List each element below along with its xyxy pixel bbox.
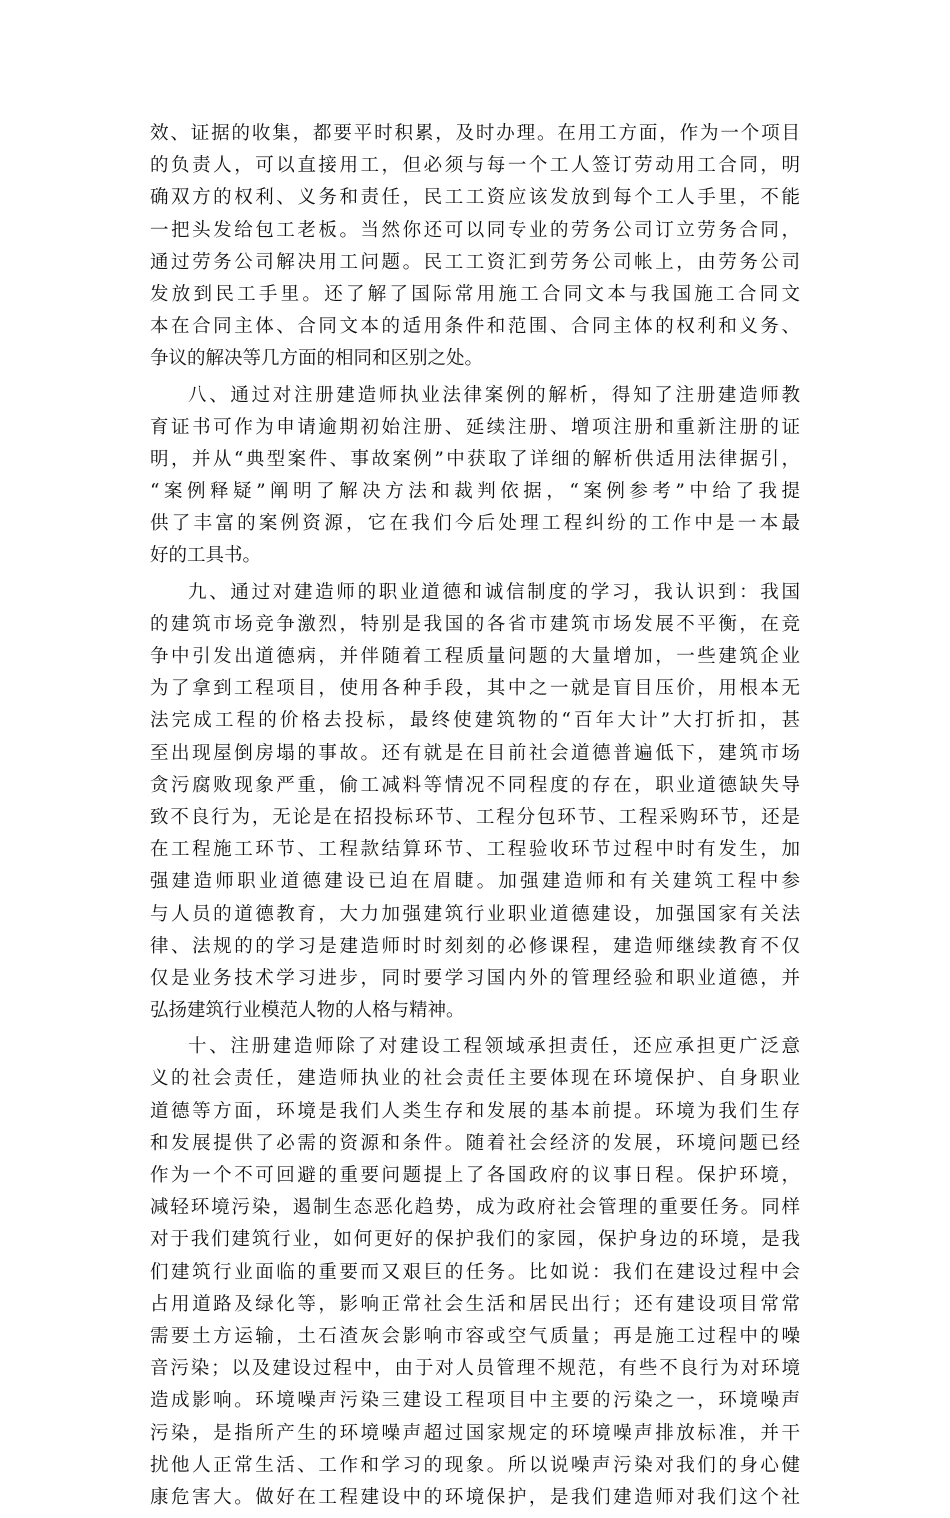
text-line: 需要土方运输，土石渣灰会影响市容或空气质量；再是施工过程中的噪 (150, 1325, 800, 1347)
text-line: 法完成工程的价格去投标，最终使建筑物的“百年大计”大打折扣，甚 (150, 710, 800, 732)
text-line: 对于我们建筑行业，如何更好的保护我们的家园，保护身边的环境，是我 (150, 1229, 800, 1251)
document-page (150, 118, 800, 1518)
text-line: 在工程施工环节、工程款结算环节、工程验收环节过程中时有发生，加 (150, 839, 800, 861)
text-line: 九、通过对建造师的职业道德和诚信制度的学习，我认识到：我国 (188, 581, 800, 603)
paragraph (150, 380, 800, 573)
text-line: 仅是业务技术学习进步，同时要学习国内外的管理经验和职业道德，并 (150, 967, 800, 989)
text-line: 至出现屋倒房塌的事故。还有就是在目前社会道德普遍低下，建筑市场 (150, 742, 800, 764)
paragraph (150, 1031, 800, 1514)
text-line: 和发展提供了必需的资源和条件。随着社会经济的发展，环境问题已经 (150, 1132, 800, 1154)
text-line: 为了拿到工程项目，使用各种手段，其中之一就是盲目压价，用根本无 (150, 678, 800, 700)
text-line: 强建造师职业道德建设已迫在眉睫。加强建造师和有关建筑工程中参 (150, 871, 800, 893)
text-line: 明，并从“典型案件、事故案例”中获取了详细的解析供适用法律据引， (150, 448, 800, 470)
text-line: 通过劳务公司解决用工问题。民工工资汇到劳务公司帐上，由劳务公司 (150, 251, 800, 273)
text-line: 减轻环境污染，遏制生态恶化趋势，成为政府社会管理的重要任务。同样 (150, 1197, 800, 1219)
text-line: 效、证据的收集，都要平时积累，及时办理。在用工方面，作为一个项目 (150, 123, 800, 144)
text-line: 律、法规的的学习是建造师时时刻刻的必修课程，建造师继续教育不仅 (150, 935, 800, 957)
text-line: 十、注册建造师除了对建设工程领域承担责任，还应承担更广泛意 (188, 1036, 800, 1058)
text-line: 们建筑行业面临的重要而又艰巨的任务。比如说：我们在建设过程中会 (150, 1261, 800, 1283)
text-line: 污染，是指所产生的环境噪声超过国家规定的环境噪声排放标准，并干 (150, 1422, 800, 1444)
text-line: 占用道路及绿化等，影响正常社会生活和居民出行；还有建设项目常常 (150, 1293, 800, 1315)
text-line: 义的社会责任，建造师执业的社会责任主要体现在环境保护、自身职业 (150, 1068, 800, 1090)
paragraph (150, 577, 800, 1028)
text-line: 弘扬建筑行业模范人物的人格与精神。 (150, 1000, 465, 1022)
text-line: 作为一个不可回避的重要问题提上了各国政府的议事日程。保护环境， (150, 1165, 800, 1186)
text-line: 供了丰富的案例资源，它在我们今后处理工程纠纷的工作中是一本最 (150, 513, 800, 535)
text-line: 争中引发出道德病，并伴随着工程质量问题的大量增加，一些建筑企业 (150, 646, 800, 667)
text-line: 发放到民工手里。还了解了国际常用施工合同文本与我国施工合同文 (150, 283, 800, 305)
text-line: 音污染；以及建设过程中，由于对人员管理不规范，有些不良行为对环境 (150, 1358, 800, 1380)
text-line: 的建筑市场竞争激烈，特别是我国的各省市建筑市场发展不平衡，在竞 (150, 613, 800, 635)
text-line: 争议的解决等几方面的相同和区别之处。 (150, 348, 484, 370)
text-line: 确双方的权利、义务和责任，民工工资应该发放到每个工人手里，不能 (150, 187, 800, 209)
text-line: 八、通过对注册建造师执业法律案例的解析，得知了注册建造师教 (188, 384, 800, 406)
text-line: 贪污腐败现象严重，偷工减料等情况不同程度的存在，职业道德缺失导 (150, 774, 800, 796)
text-line: 道德等方面，环境是我们人类生存和发展的基本前提。环境为我们生存 (150, 1100, 800, 1122)
text-line: 的负责人，可以直接用工，但必须与每一个工人签订劳动用工合同，明 (150, 155, 800, 177)
text-line: 造成影响。环境噪声污染三建设工程项目中主要的污染之一，环境噪声 (150, 1390, 800, 1412)
text-line: 致不良行为，无论是在招投标环节、工程分包环节、工程采购环节，还是 (150, 806, 800, 828)
text-line: 康危害大。做好在工程建设中的环境保护，是我们建造师对我们这个社 (150, 1486, 800, 1508)
paragraph (150, 118, 800, 376)
text-line: 好的工具书。 (150, 545, 262, 567)
text-line: 本在合同主体、合同文本的适用条件和范围、合同主体的权利和义务、 (150, 316, 800, 338)
text-line: 与人员的道德教育，大力加强建筑行业职业道德建设，加强国家有关法 (150, 903, 800, 925)
text-line: 育证书可作为申请逾期初始注册、延续注册、增项注册和重新注册的证 (150, 416, 800, 438)
text-line: 扰他人正常生活、工作和学习的现象。所以说噪声污染对我们的身心健 (150, 1454, 800, 1476)
text-line: 一把头发给包工老板。当然你还可以同专业的劳务公司订立劳务合同， (150, 219, 800, 241)
text-line: “案例释疑”阐明了解决方法和裁判依据，“案例参考”中给了我提 (150, 481, 800, 503)
